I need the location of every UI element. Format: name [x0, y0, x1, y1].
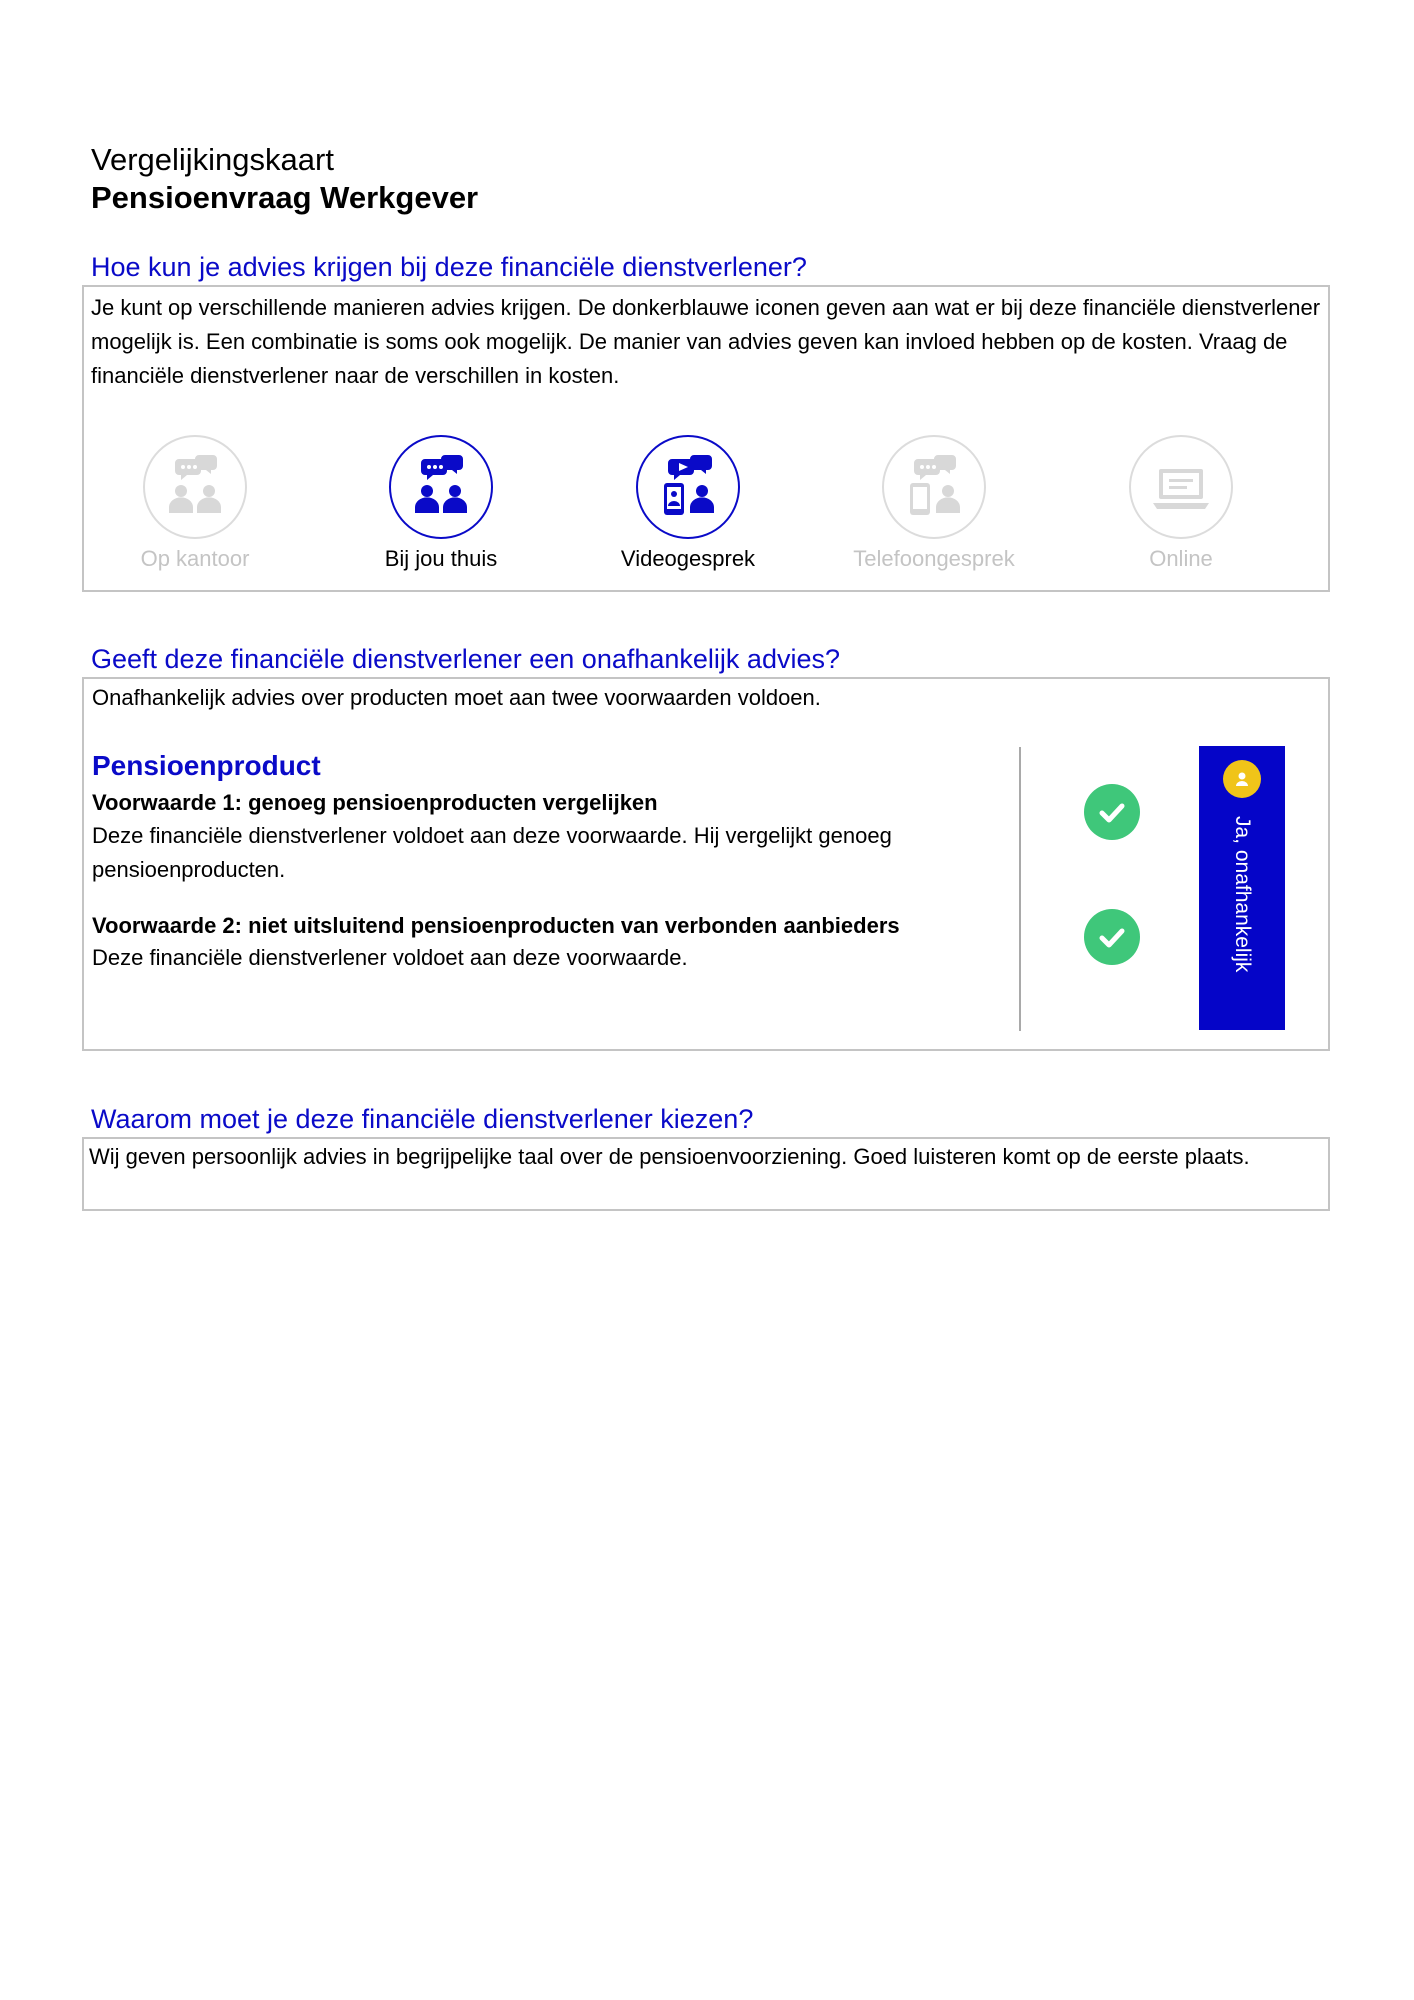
office-meeting-icon [143, 435, 247, 539]
document-subtitle: Pensioenvraag Werkgever [91, 180, 479, 215]
check-icon [1084, 909, 1140, 965]
divider [1019, 747, 1021, 1031]
verdict-label: Ja, onafhankelijk [1231, 816, 1254, 973]
home-meeting-icon [389, 435, 493, 539]
channel-online-label: Online [1149, 546, 1213, 571]
why-choose-heading: Waarom moet je deze financiële dienstverlener kiezen? [91, 1104, 754, 1134]
laptop-icon [1129, 435, 1233, 539]
channel-online [1071, 435, 1291, 573]
condition-2-title: Voorwaarde 2: niet uitsluitend pensioenproducten van verbonden aanbieders [92, 913, 900, 938]
product-title: Pensioenproduct [92, 750, 321, 781]
independence-intro: Onafhankelijk advies over producten moet aan twee voorwaarden voldoen. [92, 685, 821, 710]
document-title: Vergelijkingskaart [91, 142, 334, 177]
condition-1-title: Voorwaarde 1: genoeg pensioenproducten vergelijken [92, 790, 658, 815]
why-choose-text: Wij geven persoonlijk advies in begrijpelijke taal over de pensioenvoorziening. Goed luisteren komt op de eerste plaats. [89, 1144, 1250, 1169]
condition-2-text: Deze financiële dienstverlener voldoet aan deze voorwaarde. [92, 945, 688, 970]
channel-video-label: Videogesprek [620, 546, 756, 571]
independence-heading: Geeft deze financiële dienstverlener een onafhankelijk advies? [91, 644, 840, 674]
channel-phone-label: Telefoongesprek [853, 546, 1015, 571]
channel-home [331, 435, 551, 573]
phone-call-icon [882, 435, 986, 539]
why-choose-box [82, 1137, 1330, 1211]
channel-office [85, 435, 305, 573]
advice-channels-box [82, 285, 1330, 592]
video-call-icon [636, 435, 740, 539]
independence-box [82, 677, 1330, 1051]
advice-channels-description: Je kunt op verschillende manieren advies krijgen. De donkerblauwe iconen geven aan wat er bij deze financiële dienstverlener mogelijk is. Een combinatie is soms ook mogelijk. De manier van advies geven kan invloed hebben op de kosten. Vraag de financiële dienstverlener naar de verschillen in kosten. [91, 295, 1321, 388]
advice-channels-heading: Hoe kun je advies krijgen bij deze financiële dienstverlener? [91, 252, 807, 282]
channel-phone [824, 435, 1044, 573]
check-icon [1084, 784, 1140, 840]
channel-home-label: Bij jou thuis [384, 546, 498, 571]
verdict-panel [1199, 746, 1285, 1030]
person-icon [1223, 760, 1261, 798]
channel-office-label: Op kantoor [140, 546, 250, 571]
condition-1-text: Deze financiële dienstverlener voldoet aan deze voorwaarde. Hij vergelijkt genoeg pensioenproducten. [92, 823, 892, 882]
channel-video [578, 435, 798, 573]
